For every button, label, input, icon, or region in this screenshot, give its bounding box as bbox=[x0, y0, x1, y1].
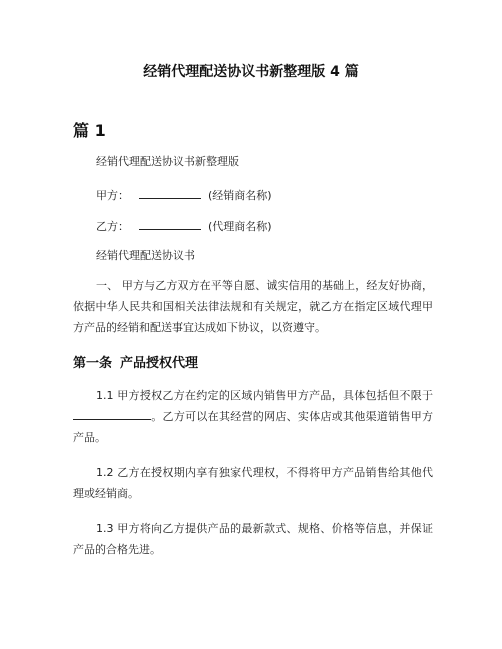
party-a-label: 甲方： bbox=[96, 189, 129, 202]
clause-1-1-before-blank: 1.1 甲方授权乙方在约定的区域内销售甲方产品，具体包括但不限于 bbox=[96, 389, 433, 402]
agreement-name: 经销代理配送协议书 bbox=[96, 249, 195, 262]
document-subtitle: 经销代理配送协议书新整理版 bbox=[96, 155, 239, 168]
party-b-label: 乙方： bbox=[96, 220, 129, 233]
party-b-line bbox=[96, 217, 272, 235]
clause-1-1 bbox=[73, 385, 433, 448]
document-title: 经销代理配送协议书新整理版 4 篇 bbox=[143, 64, 359, 80]
party-a-line bbox=[96, 186, 272, 204]
section-heading: 篇 1 bbox=[73, 121, 106, 140]
intro-paragraph: 一、 甲方与乙方双方在平等自愿、诚实信用的基础上，经友好协商，依据中华人民共和国相关法律法规和有关规定，就乙方在指定区域代理甲方产品的经销和配送事宜达成如下协议，以资遵守。 bbox=[73, 279, 433, 334]
clause-1-2: 1.2 乙方在授权期内享有独家代理权，不得将甲方产品销售给其他代理或经销商。 bbox=[73, 466, 433, 500]
clause-1-1-after-blank: 。乙方可以在其经营的网店、实体店或其他渠道销售甲方产品。 bbox=[73, 410, 433, 444]
party-a-note: (经销商名称) bbox=[208, 189, 272, 202]
article-one-heading bbox=[73, 354, 198, 374]
party-b-note: (代理商名称) bbox=[208, 220, 272, 233]
article-one-number: 第一条 bbox=[73, 356, 113, 371]
article-one-title: 产品授权代理 bbox=[120, 356, 199, 371]
party-b-blank bbox=[139, 217, 201, 230]
party-a-blank bbox=[139, 186, 201, 199]
clause-1-1-blank bbox=[73, 407, 151, 420]
clause-1-3: 1.3 甲方将向乙方提供产品的最新款式、规格、价格等信息，并保证产品的合格先进。 bbox=[73, 522, 433, 556]
